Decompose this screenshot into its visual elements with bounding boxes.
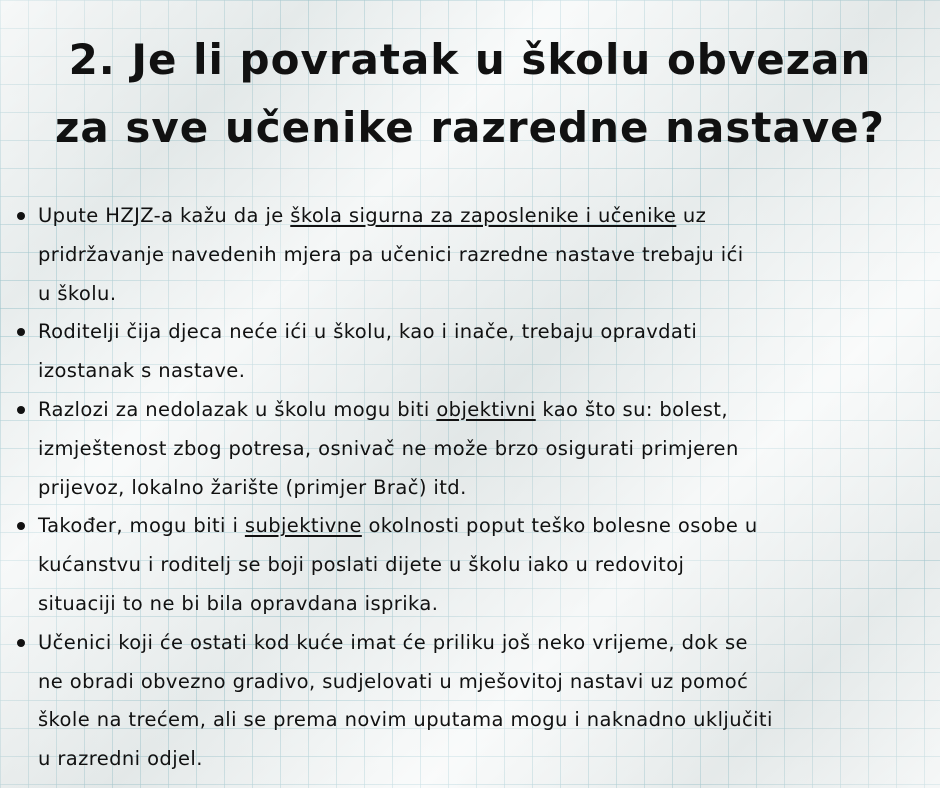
- bullet-line: kućanstvu i roditelj se boji poslati dijete u školu iako u redovitoj: [38, 553, 685, 577]
- bullet-line: pridržavanje navedenih mjera pa učenici razredne nastave trebaju ići: [38, 242, 744, 266]
- text-span: Razlozi za nedolazak u školu mogu biti: [38, 397, 437, 421]
- bullet-dot-icon: [17, 328, 25, 336]
- bullet-line: izmještenost zbog potresa, osnivač ne može brzo osigurati primjeren: [38, 436, 739, 460]
- bullet-dot-icon: [17, 522, 25, 530]
- underlined-phrase: subjektivne: [244, 514, 362, 538]
- bullet-line: Učenici koji će ostati kod kuće imat će priliku još neko vrijeme, dok se: [38, 630, 748, 654]
- text-span: uz: [676, 204, 707, 227]
- bullet-line: ne obradi obvezno gradivo, sudjelovati u mješovitoj nastavi uz pomoć: [38, 669, 749, 693]
- bullet-line: izostanak s nastave.: [38, 359, 246, 383]
- text-span: kao što su: bolest,: [535, 397, 728, 421]
- bullet-line: prijevoz, lokalno žarište (primjer Brač) itd.: [38, 475, 467, 499]
- bullet-item-roditelji: [14, 313, 914, 391]
- page-title: [0, 26, 940, 162]
- bullet-dot-icon: [17, 406, 25, 414]
- bullet-item-hzjz: [14, 197, 914, 313]
- bullet-line: u razredni odjel.: [38, 747, 203, 771]
- bullet-line: Roditelji čija djeca neće ići u školu, kao i inače, trebaju opravdati: [38, 320, 698, 344]
- text-span: Također, mogu biti i: [38, 514, 245, 538]
- bullet-line: [38, 507, 914, 546]
- bullet-line: situaciji to ne bi bila opravdana isprika.: [38, 591, 439, 615]
- bullet-line: u školu.: [38, 281, 117, 305]
- underlined-phrase: objektivni: [436, 397, 536, 421]
- bullet-item-takoder: [14, 507, 914, 623]
- text-span: Upute HZJZ-a kažu da je: [38, 204, 291, 227]
- title-line-1: 2. Je li povratak u školu obvezan: [68, 35, 872, 84]
- title-line-2: za sve učenike razredne nastave?: [54, 103, 886, 152]
- bullet-list: [14, 197, 914, 779]
- bullet-dot-icon: [17, 639, 25, 647]
- bullet-item-ucenici: [14, 624, 914, 779]
- bullet-dot-icon: [17, 212, 25, 220]
- bullet-line: škole na trećem, ali se prema novim uputama mogu i naknadno uključiti: [38, 708, 773, 732]
- bullet-line: [38, 197, 914, 236]
- underlined-phrase: škola sigurna za zaposlenike i učenike: [290, 204, 677, 227]
- text-span: okolnosti poput teško bolesne osobe u: [361, 514, 758, 538]
- bullet-item-razlozi: [14, 391, 914, 507]
- bullet-line: [38, 391, 914, 430]
